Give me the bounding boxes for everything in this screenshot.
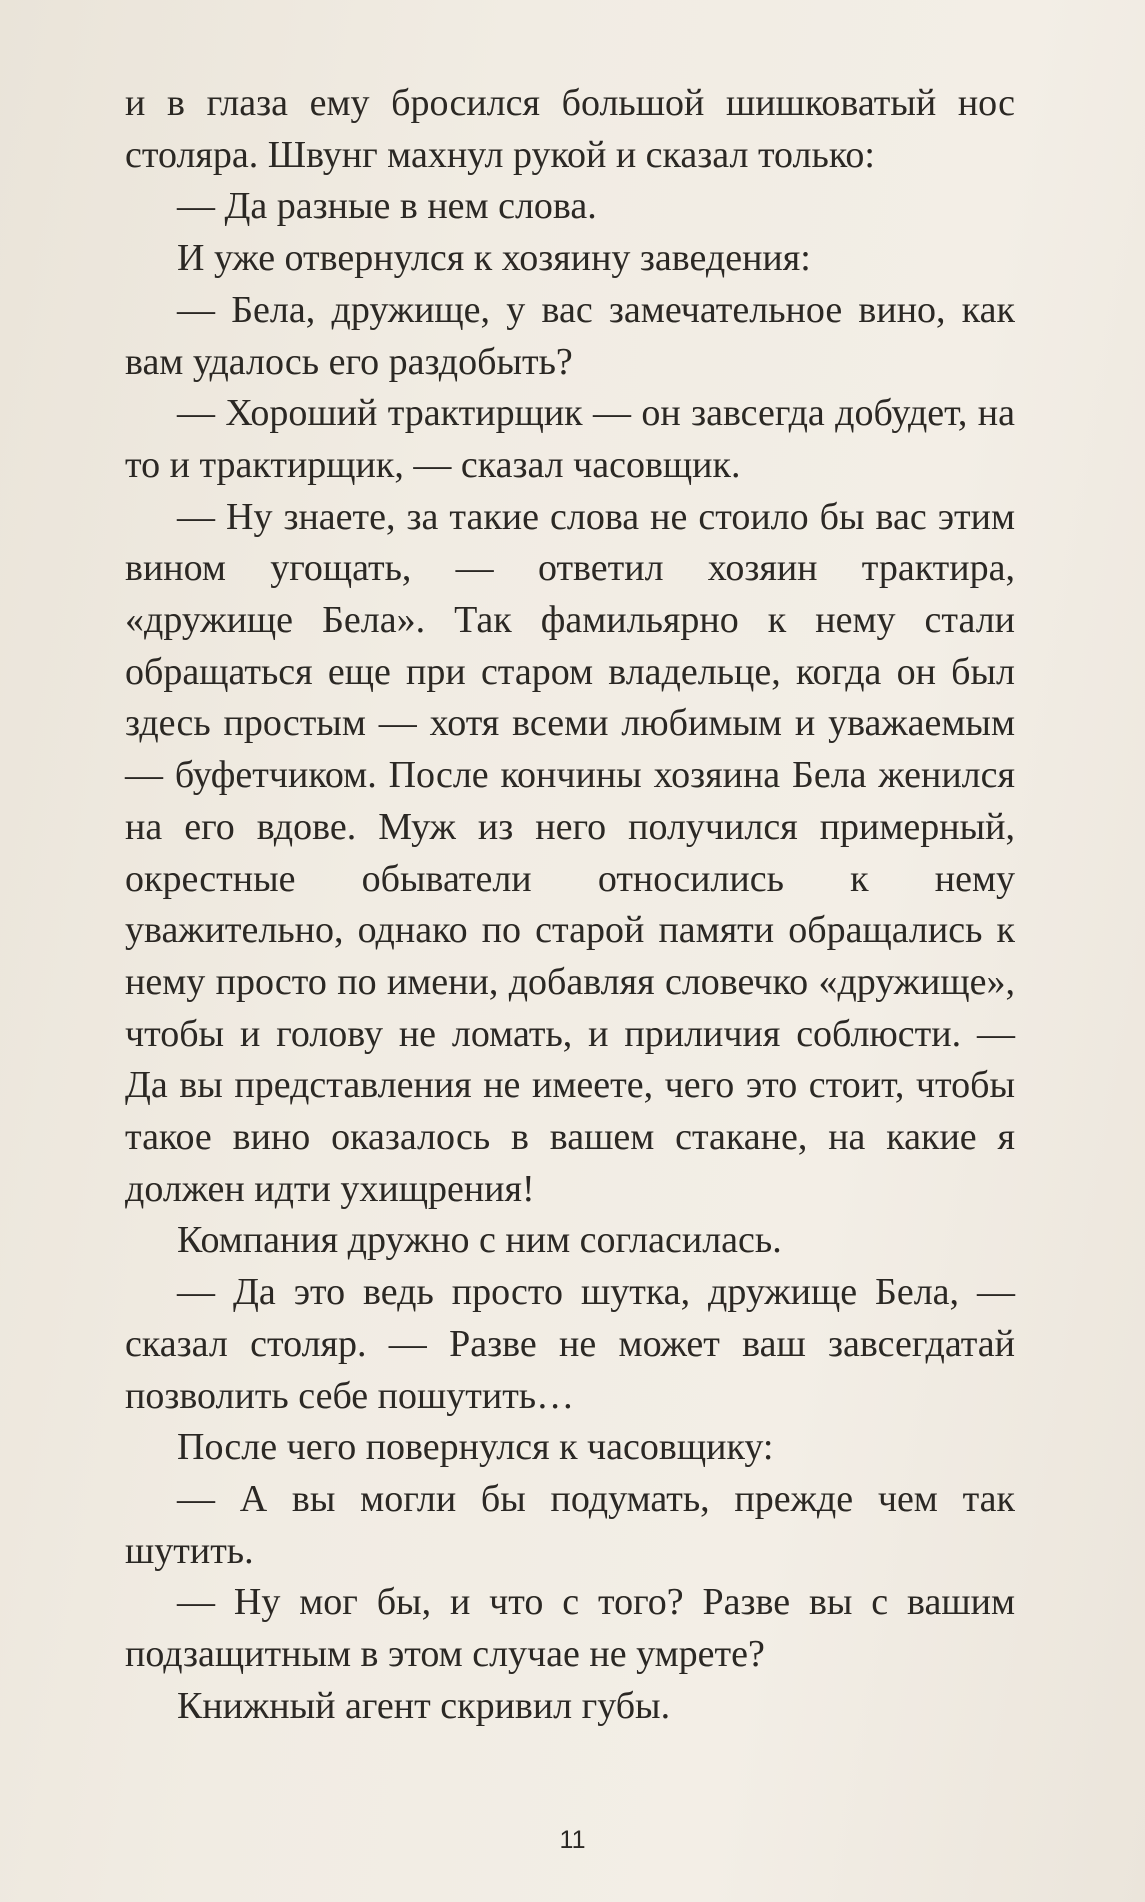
- body-text: [125, 78, 1015, 1733]
- paragraph: — Ну знаете, за такие слова не стоило бы вас этим вином угощать, — ответил хозяин трактира, «дружище Бела». Так фамильярно к нему стали обращаться еще при старом владельце, когда он был здесь простым — хотя всеми любимым и уважаемым — буфетчиком. После кончины хозяина Бела женился на его вдове. Муж из него получился примерный, окрестные обыватели относились к нему уважительно, однако по старой памяти обращались к нему просто по имени, добавляя словечко «дружище», чтобы и голову не ломать, и приличия соблюсти. — Да вы представления не имеете, чего это стоит, чтобы такое вино оказалось в вашем стакане, на какие я должен идти ухищрения!: [125, 495, 1015, 1210]
- paragraph: После чего повернулся к часовщику:: [177, 1426, 774, 1469]
- paragraph: и в глаза ему бросился большой шишковатый нос столяра. Швунг махнул рукой и сказал только:: [125, 82, 1015, 176]
- paragraph: — Бела, дружище, у вас замечательное вино, как вам удалось его раздобыть?: [125, 288, 1015, 383]
- paragraph: — Да разные в нем слова.: [177, 185, 597, 228]
- paragraph: Компания дружно с ним согласилась.: [177, 1219, 782, 1262]
- paragraph: — Хороший трактирщик — он завсегда добудет, на то и трактирщик, — сказал часовщик.: [125, 392, 1015, 486]
- paragraph: — Ну мог бы, и что с того? Разве вы с вашим подзащитным в этом случае не умрете?: [125, 1581, 1015, 1676]
- paragraph: — А вы могли бы подумать, прежде чем так шутить.: [125, 1477, 1015, 1572]
- page-number: 11: [559, 1826, 586, 1854]
- paragraph: — Да это ведь просто шутка, дружище Бела, — сказал столяр. — Разве не может ваш завсегдатай позволить себе пошутить…: [125, 1271, 1015, 1417]
- paragraph: Книжный агент скривил губы.: [177, 1684, 671, 1727]
- paragraph: И уже отвернулся к хозяину заведения:: [177, 237, 811, 280]
